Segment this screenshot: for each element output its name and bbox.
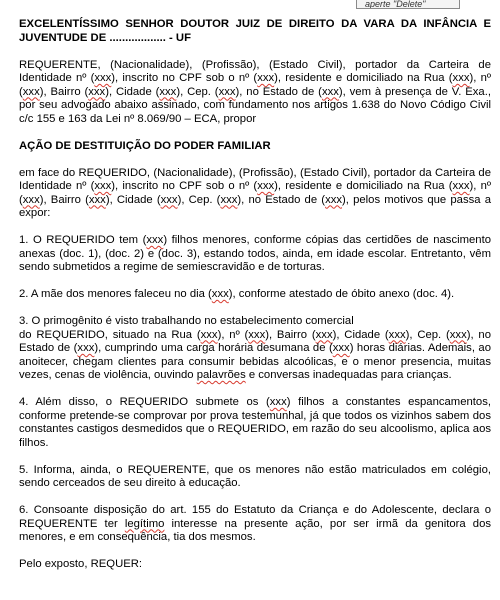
petition-header: EXCELENTÍSSIMO SENHOR DOUTOR JUIZ DE DIREITO DA VARA DA INFÂNCIA E JUVENTUDE DE .................. - UF — [19, 18, 491, 44]
item-2-paragraph: 2. A mãe dos menores faleceu no dia (xxx), conforme atestado de óbito anexo (doc. 4). — [19, 288, 455, 300]
document-body — [19, 18, 491, 572]
closing-line: Pelo exposto, REQUER: — [19, 558, 143, 570]
item-3-paragraph: do REQUERIDO, situado na Rua (xxx), nº (xxx), Bairro (xxx), Cidade (xxx), Cep. (xxx), no Estado de (xxx), cumprindo uma carga horária desumana de (xxx) horas diárias. Ademais, ao anoitecer, chegam clientes para consumir bebidas alcoólicas, e o menor presencia, muitas vezes, cenas de violência, ouvindo palavrões e conversas inadequadas para crianças. — [19, 328, 491, 381]
requerido-paragraph: em face do REQUERIDO, (Nacionalidade), (Profissão), (Estado Civil), portador da Carteira de Identidade nº (xxx), inscrito no CPF sob o nº (xxx), residente e domiciliado na Rua (xxx), nº (xxx), Bairro (xxx), Cidade (xxx), Cep. (xxx), no Estado de (xxx), pelos motivos que passa a expor: — [19, 166, 492, 219]
requerente-paragraph: REQUERENTE, (Nacionalidade), (Profissão), (Estado Civil), portador da Carteira de Identidade nº (xxx), inscrito no CPF sob o nº (xxx), residente e domiciliado na Rua (xxx), nº (xxx), Bairro (xxx), Cidade (xxx), Cep. (xxx), no Estado de (xxx), vem à presença de V. Exa., por seu advogado abaixo assinado, com fundamento nos artigos 1.638 do Novo Código Civil c/c 155 e 163 da Lei nº 8.069/90 – ECA, propor — [19, 58, 492, 125]
item-4-paragraph: 4. Além disso, o REQUERIDO submete os (xxx) filhos a constantes espancamentos, conforme pretende-se comprovar por prova testemunhal, já que todos os vizinhos sabem dos constantes castigos desmedidos que o REQUERIDO, em razão do seu alcoolismo, aplica aos filhos. — [19, 396, 491, 449]
delete-hint-label: aperte "Delete" — [356, 0, 460, 9]
item-3-first-line: 3. O primogênito é visto trabalhando no estabelecimento comercial — [19, 315, 354, 327]
action-title: AÇÃO DE DESTITUIÇÃO DO PODER FAMILIAR — [19, 139, 271, 152]
item-5-paragraph: 5. Informa, ainda, o REQUERENTE, que os menores não estão matriculados em colégio, sendo cerceados de seu direito à educação. — [19, 463, 491, 489]
item-6-paragraph: 6. Consoante disposição do art. 155 do Estatuto da Criança e do Adolescente, declara o REQUERENTE ter legítimo interesse na presente ação, por ser irmã da genitora dos menores, e em consequência, tia dos mesmos. — [19, 504, 491, 543]
item-1-paragraph: 1. O REQUERIDO tem (xxx) filhos menores, conforme cópias das certidões de nascimento anexas (doc. 1), (doc. 2) e (doc. 3), estando todos, ainda, em idade escolar. Entretanto, vêm sendo submetidos a regime de semiescravidão e de torturas. — [19, 234, 491, 273]
